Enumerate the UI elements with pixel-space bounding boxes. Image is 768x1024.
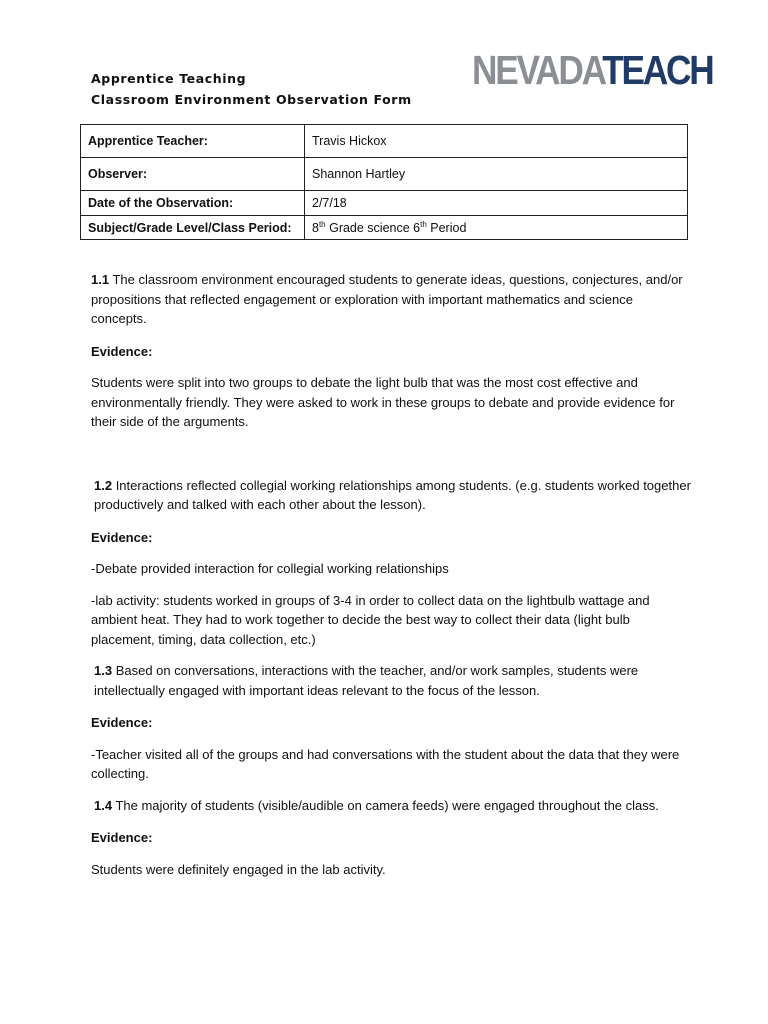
evidence-label: Evidence: [91,529,153,545]
logo-nevada: NEVADA [472,47,603,93]
evidence-text: -lab activity: students worked in groups of 3-4 in order to collect data on the lightbulb wattage and ambient heat. They had to work together to decide the best way to collect their data (light bulb placement, timing, data collection, etc.) [91,592,650,647]
logo-teach: TEACH [602,47,713,93]
observation-date-value: 2/7/18 [305,191,688,216]
evidence-label: Evidence: [91,343,153,359]
evidence-text: Students were split into two groups to debate the light bulb that was the most cost effective and environmentally friendly. They were asked to work in these groups to debate and provide evidence for their side of the arguments. [91,375,675,429]
observer-value: Shannon Hartley [305,158,688,191]
page-header [0,0,768,110]
period-suffix: th [420,219,427,229]
period-text: Period [426,220,467,235]
form-title-line1: Apprentice Teaching [91,71,247,86]
criterion-number: 1.4 [94,797,113,813]
grade-suffix: th [318,219,326,229]
observer-label: Observer: [81,158,305,191]
nevadateach-logo [472,46,713,94]
apprentice-teacher-label: Apprentice Teacher: [81,125,305,158]
criterion-text: The majority of students (visible/audible on camera feeds) were engaged throughout the class. [112,797,659,813]
criterion-text: The classroom environment encouraged students to generate ideas, questions, conjectures, and/or propositions that reflected engagement or exploration with important mathematics and science concepts. [91,272,683,326]
criterion-text: Interactions reflected collegial working relationships among students. (e.g. students worked together productively and talked with each other about the lesson). [94,477,691,512]
grade-number: 8 [312,220,319,235]
subject-grade-period-label: Subject/Grade Level/Class Period: [81,216,305,240]
criterion-1-3 [91,661,691,700]
evidence-label: Evidence: [91,830,153,845]
form-title [91,68,412,110]
criterion-1-2 [91,476,691,515]
criterion-number: 1.1 [91,272,110,287]
form-title-line2: Classroom Environment Observation Form [91,92,412,107]
apprentice-teacher-value: Travis Hickox [305,125,688,158]
criterion-number: 1.3 [94,663,113,678]
subject-text: Grade science 6 [325,220,421,235]
table-row [81,191,688,216]
table-row [81,125,688,158]
criterion-1-1 [91,270,691,329]
criterion-1-4 [91,796,691,816]
observation-content [91,270,691,879]
table-row [81,158,688,191]
observation-date-label: Date of the Observation: [81,191,305,216]
evidence-text: -Debate provided interaction for collegial working relationships [91,561,449,576]
criterion-number: 1.2 [94,477,113,493]
criterion-text: Based on conversations, interactions with the teacher, and/or work samples, students were intellectually engaged with important ideas relevant to the focus of the lesson. [94,663,639,698]
evidence-text: -Teacher visited all of the groups and had conversations with the student about the data that they were collecting. [91,746,680,781]
table-row [81,216,688,240]
evidence-label: Evidence: [91,715,153,730]
evidence-text: Students were definitely engaged in the lab activity. [91,861,386,877]
subject-grade-period-value [305,216,688,240]
observation-info-table [80,124,688,240]
